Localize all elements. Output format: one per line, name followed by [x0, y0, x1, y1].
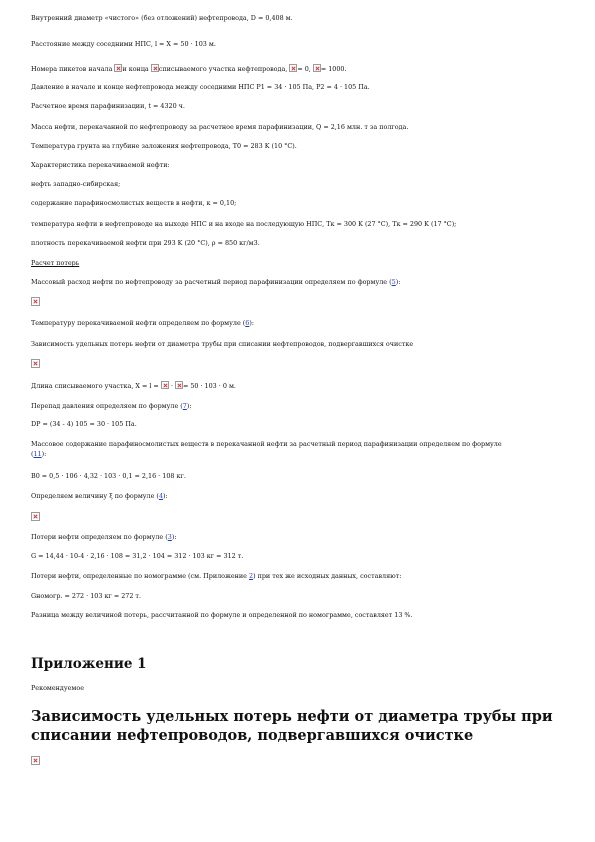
paragraph-mass: Масса нефти, перекачанной по нефтепроводу за расчетное время парафинизации, Q = 2,16 млн. т за полгода. [31, 123, 409, 131]
formula-image [31, 297, 571, 308]
broken-image-icon [31, 359, 40, 368]
paragraph-paraffin-mass-ref [31, 450, 571, 459]
section-label-loss-calculation: Расчет потерь [31, 259, 80, 267]
paragraph-difference: Разница между величиной потерь, рассчитанной по формуле и определенной по номограмме, составляет 13 %. [31, 611, 413, 619]
broken-image-icon [175, 381, 183, 389]
paragraph-station-distance: Расстояние между соседними НПС, l = X = 50 · 103 м. [31, 40, 216, 48]
paragraph-paraffin-mass: Массовое содержание парафиносмолистых веществ в перекачанной нефти за расчетный период парафинизации определяем по формуле [31, 440, 502, 448]
paragraph-section-length [31, 381, 571, 391]
broken-image-icon [31, 297, 40, 306]
formula-image [31, 512, 571, 523]
paragraph-b0-value: B0 = 0,5 · 106 · 4,32 · 103 · 0,1 = 2,16 · 108 кг. [31, 472, 186, 480]
paragraph-g-nomogram: Gномогр. = 272 · 103 кг = 272 т. [31, 592, 141, 600]
appendix-title: Зависимость удельных потерь нефти от диаметра трубы при списании нефтепроводов, подвергавшихся очистке [31, 708, 553, 744]
text: = 50 · 103 · 0 м. [182, 382, 236, 390]
formula-link-5[interactable]: 5 [391, 278, 396, 286]
text: = 0, [297, 65, 313, 73]
broken-image-icon [31, 512, 40, 521]
formula-link-4[interactable]: 4 [158, 492, 164, 500]
broken-image-icon [114, 64, 122, 72]
formula-link-11[interactable]: 11 [33, 450, 42, 458]
text: ): [41, 450, 47, 458]
appendix-link-2[interactable]: 2 [248, 572, 254, 580]
paragraph-oil-temp-formula [31, 319, 571, 328]
text: Потери нефти определяем по формуле ( [31, 533, 168, 541]
formula-image [31, 359, 571, 370]
text: и конца [122, 65, 151, 73]
paragraph-paraffin-content: содержание парафиносмолистых веществ в нефти, κ = 0,10; [31, 199, 237, 207]
text: = 1000. [320, 65, 347, 73]
broken-image-icon [31, 756, 40, 765]
text: Номера пикетов начала [31, 65, 115, 73]
paragraph-g-value: G = 14,44 · 10-4 · 2,16 · 108 = 31,2 · 104 = 312 · 103 кг = 312 т. [31, 552, 244, 560]
formula-link-3[interactable]: 3 [167, 533, 172, 541]
text: списываемого участка нефтепровода, [158, 65, 290, 73]
text: Массовый расход нефти по нефтепроводу за расчетный период парафинизации определяем по формуле ( [31, 278, 392, 286]
paragraph-density: плотность перекачиваемой нефти при 293 K (20 °C), ρ = 850 кг/м3. [31, 239, 260, 247]
text: ) при тех же исходных данных, составляют: [253, 572, 402, 580]
text: Температуру перекачиваемой нефти определяем по формуле ( [31, 319, 246, 327]
text: Длина списываемого участка, X = l = [31, 382, 161, 390]
text: Определяем величину ξ по формуле ( [31, 492, 159, 500]
paragraph-mass-flow [31, 278, 571, 287]
broken-image-icon [289, 64, 297, 72]
appendix-image [31, 756, 571, 767]
text: Потери нефти, определенные по номограмме (см. Приложение [31, 572, 249, 580]
paragraph-oil-type: нефть западно-сибирская; [31, 180, 121, 188]
paragraph-nomogram [31, 572, 571, 581]
text: · [168, 382, 175, 390]
text: ): [249, 319, 254, 327]
paragraph-picket-numbers [31, 64, 571, 74]
paragraph-ground-temp: Температура грунта на глубине заложения нефтепровода, T0 = 283 K (10 °C). [31, 142, 297, 150]
paragraph-inner-diameter: Внутренний диаметр «чистого» (без отложений) нефтепровода, D = 0,408 м. [31, 14, 293, 22]
paragraph-oil-loss [31, 533, 571, 542]
paragraph-oil-characteristics: Характеристика перекачиваемой нефти: [31, 161, 170, 169]
broken-image-icon [161, 381, 169, 389]
paragraph-dependence: Зависимость удельных потерь нефти от диаметра трубы при списании нефтепроводов, подвергавшихся очистке [31, 340, 414, 348]
paragraph-pressure-drop [31, 402, 571, 411]
text: ( [31, 450, 34, 458]
appendix-note: Рекомендуемое [31, 684, 85, 692]
text: Перепад давления определяем по формуле ( [31, 402, 183, 410]
text: ): [171, 533, 177, 541]
text: ): [163, 492, 168, 500]
paragraph-time: Расчетное время парафинизации, t = 4320 ч. [31, 102, 185, 110]
formula-link-7[interactable]: 7 [182, 402, 187, 410]
paragraph-dp-value: DP = (34 - 4) 105 = 30 · 105 Па. [31, 420, 137, 428]
text: ): [186, 402, 192, 410]
paragraph-oil-temperature: температура нефти в нефтепроводе на выходе НПС и на входе на последующую НПС, Tк = 300 K (27 °C), Tк = 290 K (17 °C); [31, 220, 457, 228]
text: ): [395, 278, 401, 286]
paragraph-xi [31, 492, 571, 501]
broken-image-icon [151, 64, 159, 72]
paragraph-pressure: Давление в начале и конце нефтепровода между соседними НПС P1 = 34 · 105 Па, P2 = 4 · 105 Па. [31, 83, 370, 91]
appendix-heading: Приложение 1 [31, 656, 147, 672]
broken-image-icon [313, 64, 321, 72]
formula-link-6[interactable]: 6 [245, 319, 250, 327]
